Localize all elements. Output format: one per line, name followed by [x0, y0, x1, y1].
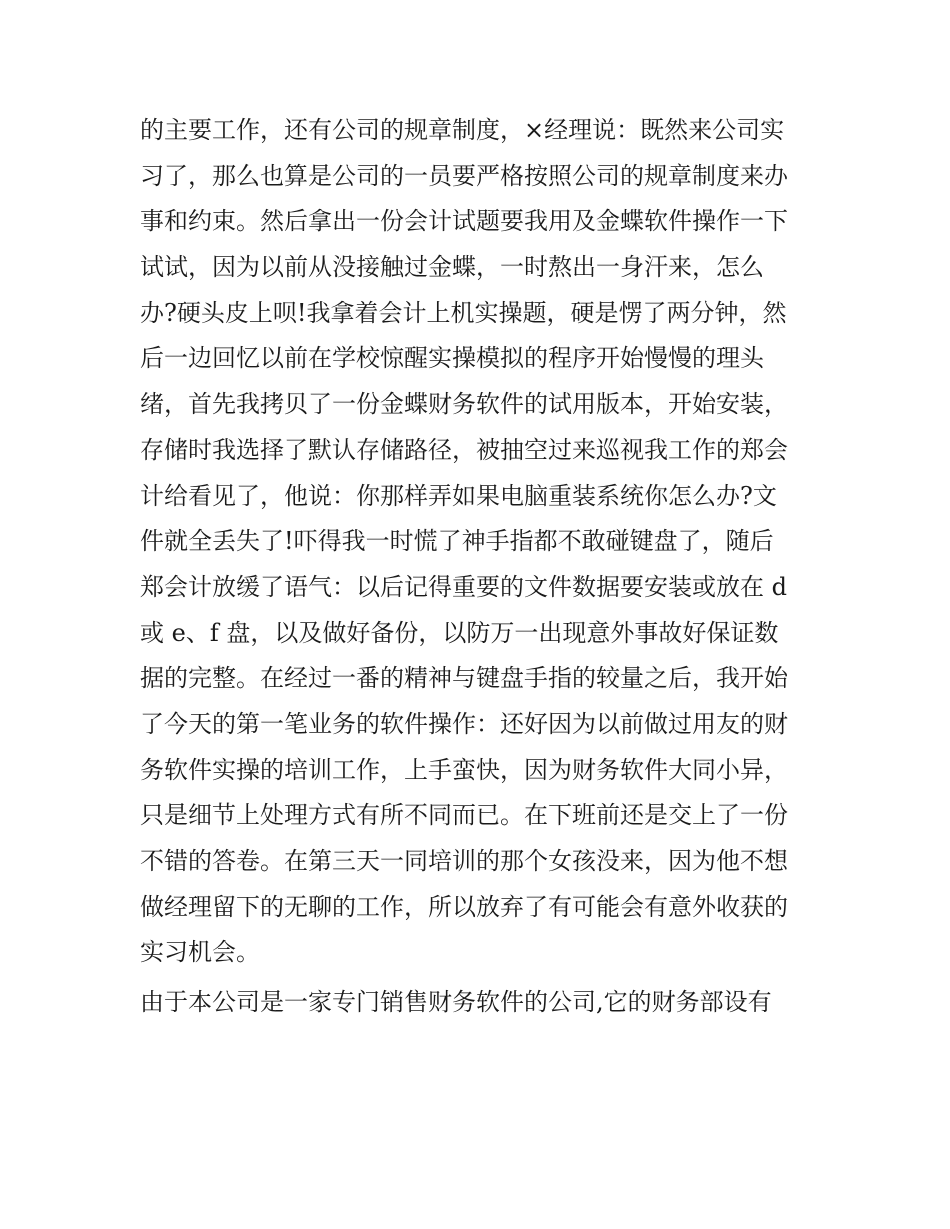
text-line: 计给看见了，他说：你那样弄如果电脑重装系统你怎么办?文 — [140, 481, 777, 510]
text-line: 或 e、f 盘，以及做好备份，以防万一出现意外事故好保证数 — [140, 618, 779, 647]
text-line: 只是细节上处理方式有所不同而已。在下班前还是交上了一份 — [140, 801, 788, 830]
text-line: 了今天的第一笔业务的软件操作：还好因为以前做过用友的财 — [140, 709, 788, 738]
text-line: 习了，那么也算是公司的一员要严格按照公司的规章制度来办 — [140, 161, 788, 190]
text-line: 试试，因为以前从没接触过金蝶，一时熬出一身汗来，怎么 — [140, 253, 764, 282]
text-line: 绪，首先我拷贝了一份金蝶财务软件的试用版本，开始安装， — [140, 390, 788, 419]
paragraph-1 — [140, 108, 820, 976]
text-line: 据的完整。在经过一番的精神与键盘手指的较量之后，我开始 — [140, 664, 788, 693]
text-line: 事和约束。然后拿出一份会计试题要我用及金蝶软件操作一下 — [140, 207, 788, 236]
text-line: 的主要工作，还有公司的规章制度，×经理说：既然来公司实 — [140, 116, 785, 144]
text-line: 由于本公司是一家专门销售财务软件的公司,它的财务部设有 — [140, 988, 772, 1017]
text-line: 郑会计放缓了语气：以后记得重要的文件数据要安装或放在 d — [140, 572, 787, 601]
text-line: 办?硬头皮上呗!我拿着会计上机实操题，硬是愣了两分钟，然 — [140, 298, 787, 327]
text-line: 务软件实操的培训工作，上手蛮快，因为财务软件大同小异， — [140, 755, 788, 784]
document-body — [140, 108, 820, 1026]
text-line: 不错的答卷。在第三天一同培训的那个女孩没来，因为他不想 — [140, 847, 788, 875]
text-line: 件就全丢失了!吓得我一时慌了神手指都不敢碰键盘了，随后 — [140, 527, 774, 556]
text-line: 实习机会。 — [140, 938, 260, 967]
text-line: 存储时我选择了默认存储路径，被抽空过来巡视我工作的郑会 — [140, 435, 788, 464]
text-line: 做经理留下的无聊的工作，所以放弃了有可能会有意外收获的 — [140, 892, 788, 921]
text-line: 后一边回忆以前在学校惊醒实操模拟的程序开始慢慢的理头 — [140, 344, 764, 373]
paragraph-2 — [140, 980, 820, 1026]
